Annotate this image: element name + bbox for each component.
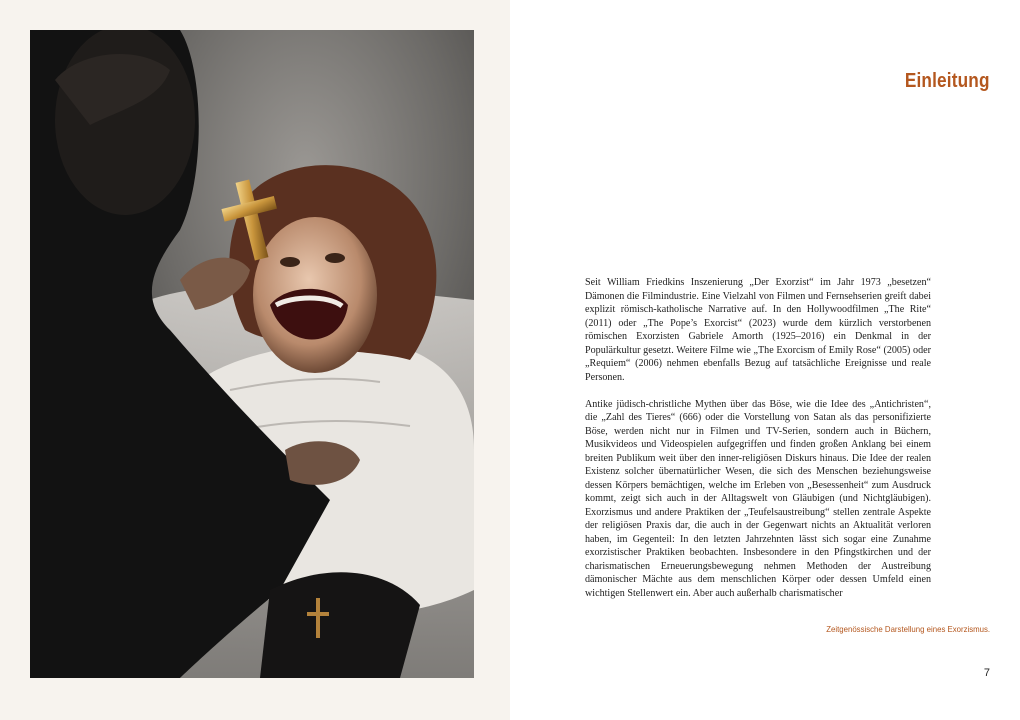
right-page: [510, 0, 1020, 720]
body-text: [585, 276, 931, 614]
image-caption: Zeitgenössische Darstellung eines Exorzismus.: [826, 624, 990, 634]
page-number: 7: [983, 667, 990, 679]
paragraph: Antike jüdisch-christliche Mythen über das Böse, wie die Idee des „Antichristen“, die „Zahl des Tieres“ (666) oder die Vorstellung von Satan als das personifizierte Böse, werden nicht nur in Filmen und TV-Serien, sondern auch in Büchern, Musikvideos und Videospielen aufgegriffen und finden großen Anklang bei einem breiten Publikum weit über den inner-religiösen Diskurs hinaus. Die Idee der realen Existenz solcher übernatürlicher Wesen, die sich des Menschen beziehungsweise dessen Körpers bemächtigen, welche im Erleben von „Besessenheit“ zum Ausdruck kommt, zeigt sich auch in der Alltagswelt von Gläubigen (und Nichtgläubigen). Exorzismus und andere Praktiken der „Teufelsaustreibung“ stellen zentrale Aspekte der religiösen Praxis dar, die auch in der Gegenwart nichts an Aktualität verloren haben, im Gegenteil: In den letzten Jahrzehnten lässt sich sogar eine Zunahme exorzistischer Praktiken beobachten. Insbesondere in den Pfingstkirchen und der charismatischen Erneuerungsbewegung nehmen Methoden der Austreibung dämonischer Mächte aus dem menschlichen Körper oder dessen Umfeld einen wichtigen Stellenwert ein. Aber auch außerhalb charismatischer: [585, 398, 931, 599]
exorcism-photo: [30, 30, 474, 678]
paragraph: Seit William Friedkins Inszenierung „Der Exorzist“ im Jahr 1973 „besetzen“ Dämonen die Filmindustrie. Eine Vielzahl von Filmen und Fernsehserien greift dabei explizit römisch-katholische Narrative auf. In den Hollywoodfilmen „The Rite“ (2011) oder „The Pope’s Exorcist“ (2023) wurde dem kürzlich verstorbenen römischen Exorzisten Gabriele Amorth (1925–2016) ein Denkmal in der Populärkultur gesetzt. Weitere Filme wie „The Exorcism of Emily Rose“ (2005) oder „Requiem“ (2006) nehmen ebenfalls Bezug auf tatsächliche Ereignisse und reale Personen.: [585, 277, 931, 383]
chapter-heading: Einleitung: [905, 70, 990, 92]
